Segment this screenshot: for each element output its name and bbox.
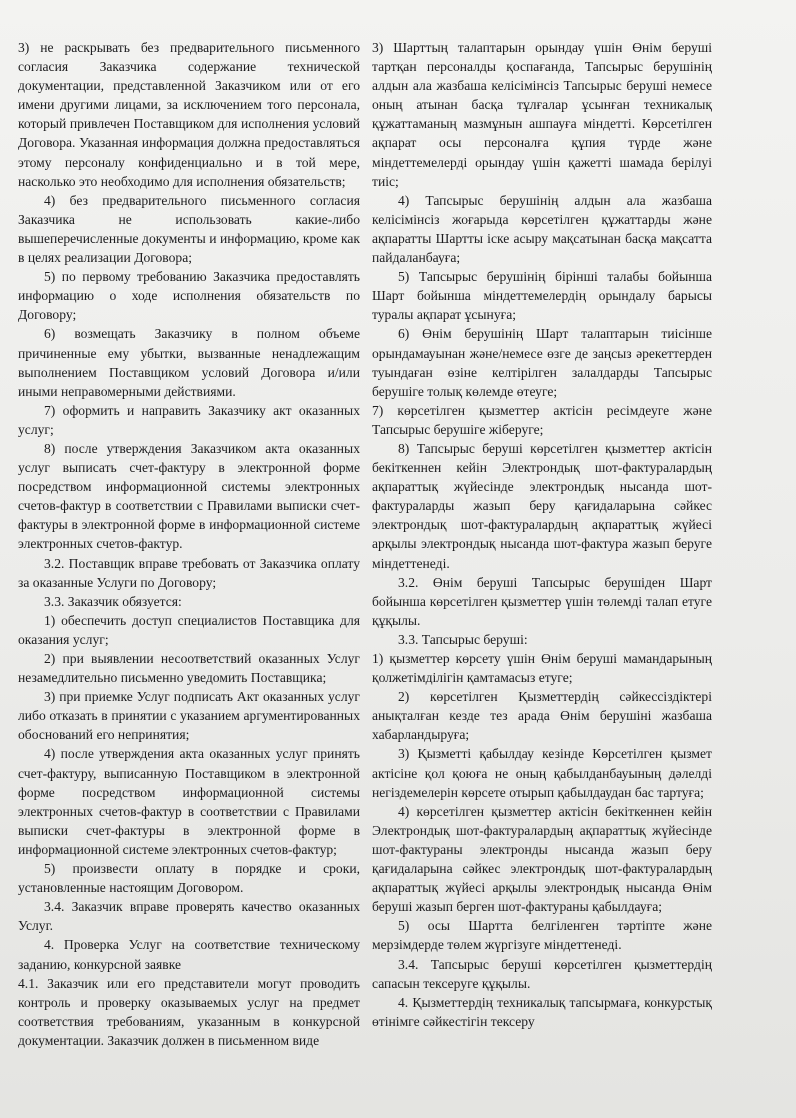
left-column-paragraph: 3) при приемке Услуг подписать Акт оказанных услуг либо отказать в принятии с указанием аргументированных обоснований его непринятия;: [18, 689, 360, 743]
left-column-paragraph: 6) возмещать Заказчику в полном объеме причиненные ему убытки, вызванные ненадлежащим выполнением Поставщиком условий Договора и/или иными неправомерными действиями.: [18, 326, 360, 399]
left-column-paragraph: 3) не раскрывать без предварительного письменного согласия Заказчика содержание технической документации, представленной Заказчиком или от его имени другими лицами, за исключением того персонала, который привлечен Поставщиком для исполнения условий Договора. Указанная информация должна предоставляться этому персоналу конфиденциально и в той мере, насколько это необходимо для исполнения обязательств;: [18, 40, 360, 189]
left-column-paragraph: 4. Проверка Услуг на соответствие техническому заданию, конкурсной заявке: [18, 937, 360, 972]
right-column-paragraph: 7) көрсетілген қызметтер актісін ресімдеуге және Тапсырыс берушіге жіберуге;: [372, 402, 712, 437]
left-column-paragraph: 3.4. Заказчик вправе проверять качество оказанных Услуг.: [18, 899, 360, 934]
left-column-paragraph: 4.1. Заказчик или его представители могут проводить контроль и проверку оказываемых услуг на предмет соответствия требованиям, указанным в конкурсной документации. Заказчик должен в письменном виде: [18, 975, 360, 1048]
right-column-paragraph: 4) Тапсырыс берушінің алдын ала жазбаша келісімінсіз жоғарыда көрсетілген құжаттарды және ақпаратты Шартты іске асыру мақсатынан басқа мақсатта пайдаланбауға;: [372, 192, 712, 266]
right-column-paragraph: 5) осы Шартта белгіленген тәртіпте және мерзімдерде төлем жүргізуге міндеттенеді.: [372, 918, 712, 953]
left-column-paragraph: 5) по первому требованию Заказчика предоставлять информацию о ходе исполнения обязательств по Договору;: [18, 269, 360, 323]
right-column-paragraph: 3.2. Өнім беруші Тапсырыс берушіден Шарт бойынша көрсетілген қызметтер үшін төлемді талап етуге құқылы.: [372, 574, 712, 628]
right-column-paragraph: 3) Қызметті қабылдау кезінде Көрсетілген қызмет актісіне қол қоюға не оның қабылданбауының дәлелді негіздемелерін көрсете отырып қабылдаудан бас тартуға;: [372, 746, 712, 800]
right-column-paragraph: 3) Шарттың талаптарын орындау үшін Өнім беруші тартқан персоналды қоспағанда, Тапсырыс берушінің алдын ала жазбаша келісімінсіз Тапсырыс беруші немесе оның атынан басқа тұлғалар ұсынған техникалық құжаттаманың мазмұнын ашпауға міндетті. Көрсетілген ақпарат осы персоналға құпия түрде және міндеттемелерді орындау үшін қажетті шамада берілуі тиіс;: [372, 40, 712, 189]
right-column-paragraph: 6) Өнім берушінің Шарт талаптарын тиісінше орындамауынан және/немесе өзге де заңсыз әрекеттерден туындаған өзіне келтірілген залалдарды Тапсырыс берушіге толық көлемде өтеуге;: [372, 326, 712, 399]
left-column-russian: [18, 38, 360, 1050]
left-column-paragraph: 3.3. Заказчик обязуется:: [44, 593, 182, 609]
right-column-paragraph: 5) Тапсырыс берушінің бірінші талабы бойынша Шарт бойынша міндеттемелердің орындалу барысы туралы ақпарат ұсынуға;: [372, 269, 712, 323]
right-column-paragraph: 1) қызметтер көрсету үшін Өнім беруші мамандарының қолжетімділігін қамтамасыз етуге;: [372, 651, 712, 686]
left-column-paragraph: 5) произвести оплату в порядке и сроки, установленные настоящим Договором.: [18, 861, 360, 896]
right-column-paragraph: 2) көрсетілген Қызметтердің сәйкессіздіктері анықталған кезде тез арада Өнім берушіні жазбаша хабарландыруға;: [372, 689, 712, 743]
left-column-paragraph: 3.2. Поставщик вправе требовать от Заказчика оплату за оказанные Услуги по Договору;: [18, 555, 360, 590]
left-column-paragraph: 7) оформить и направить Заказчику акт оказанных услуг;: [18, 402, 360, 437]
right-column-kazakh: [372, 38, 712, 1031]
right-column-paragraph: 3.4. Тапсырыс беруші көрсетілген қызметтердің сапасын тексеруге құқылы.: [372, 956, 712, 991]
left-column-paragraph: 4) без предварительного письменного согласия Заказчика не использовать какие-либо вышеперечисленные документы и информацию, кроме как в целях реализации Договора;: [18, 192, 360, 266]
left-column-paragraph: 2) при выявлении несоответствий оказанных Услуг незамедлительно письменно уведомить Поставщика;: [18, 651, 360, 686]
left-column-paragraph: 1) обеспечить доступ специалистов Поставщика для оказания услуг;: [18, 612, 360, 647]
left-column-paragraph: 8) после утверждения Заказчиком акта оказанных услуг выписать счет-фактуру в электронной форме посредством информационной системы электронных счетов-фактур в соответствии с Правилами выписки счет-фактуры в электронной форме в информационной системе электронных счетов-фактур.: [18, 440, 360, 552]
right-column-paragraph: 8) Тапсырыс беруші көрсетілген қызметтер актісін бекіткеннен кейін Электрондық шот-фактуралардың ақпараттық жүйесінде электрондық нысанда шот-фактураларды жазып беру қағидаларына сәйкес электрондық шот-фактуралардың ақпараттық жүйесі арқылы электрондық нысанда шот-фактура жазып беруге міндеттенеді.: [372, 440, 712, 571]
right-column-paragraph: 4. Қызметтердің техникалық тапсырмаға, конкурстық өтінімге сәйкестігін тексеру: [372, 994, 712, 1029]
right-column-paragraph: 3.3. Тапсырыс беруші:: [398, 631, 528, 647]
left-column-paragraph: 4) после утверждения акта оказанных услуг принять счет-фактуру, выписанную Поставщиком в электронной форме посредством информационной системы электронных счетов-фактур в соответствии с Правилами выписки счет-фактуры в электронной форме в информационной системе электронных счетов-фактур;: [18, 746, 360, 857]
right-column-paragraph: 4) көрсетілген қызметтер актісін бекіткеннен кейін Электрондық шот-фактуралардың ақпараттық жүйесінде шот-фактураны электронды нысанда жазып беру қағидаларына сәйкес электрондық шот-фактуралардың ақпараттық жүйесі арқылы электрондық нысанда Өнім беруші жазып берген шот-фактураны қабылдауға;: [372, 803, 712, 915]
